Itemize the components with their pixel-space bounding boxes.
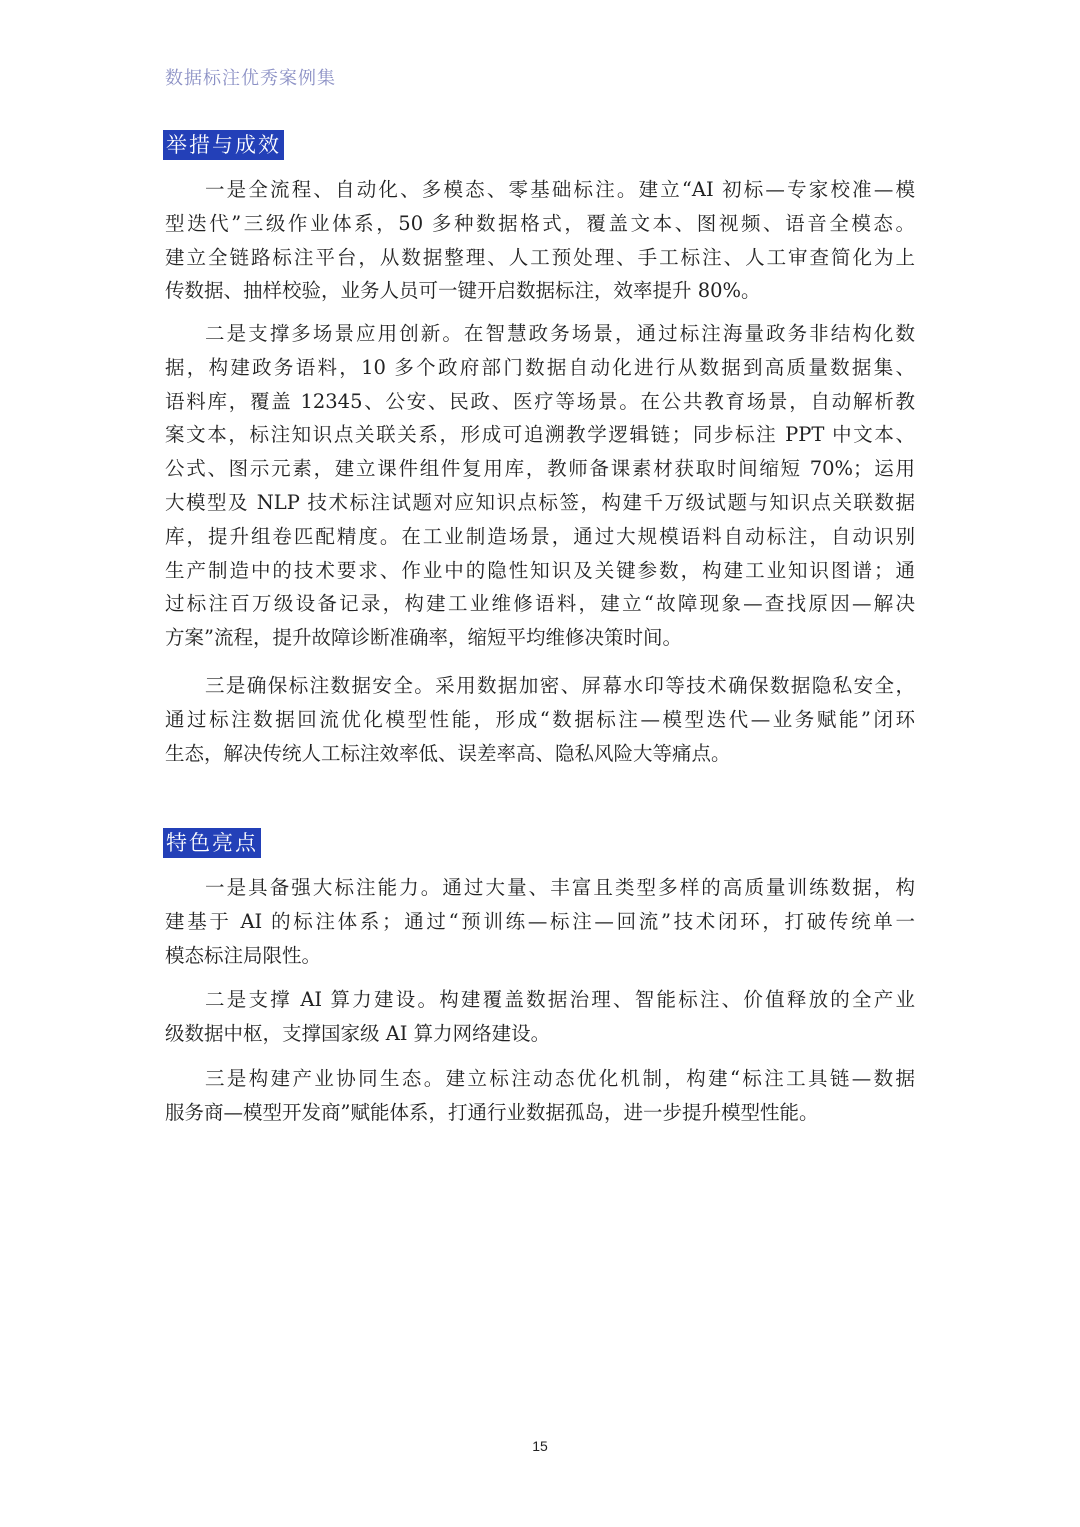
text-line: 二是支撑 AI 算力建设。构建覆盖数据治理、智能标注、价值释放的全产业 <box>205 988 915 1011</box>
text-line: 案文本，标注知识点关联关系，形成可追溯教学逻辑链；同步标注 PPT 中文本、 <box>165 423 915 447</box>
text-line: 传数据、抽样校验，业务人员可一键开启数据标注，效率提升 80%。 <box>165 279 761 303</box>
text-line: 生态，解决传统人工标注效率低、误差率高、隐私风险大等痛点。 <box>165 741 731 765</box>
text-line: 语料库，覆盖 12345、公安、民政、医疗等场景。在公共教育场景，自动解析教 <box>165 389 915 413</box>
paragraph <box>165 173 915 308</box>
text-line: 建立全链路标注平台，从数据整理、人工预处理、手工标注、人工审查简化为上 <box>165 245 915 269</box>
text-line: 方案”流程，提升故障诊断准确率，缩短平均维修决策时间。 <box>165 626 682 650</box>
text-line: 通过标注数据回流优化模型性能，形成“数据标注—模型迭代—业务赋能”闭环 <box>165 707 915 731</box>
text-line: 级数据中枢，支撑国家级 AI 算力网络建设。 <box>165 1021 551 1045</box>
text-line: 公式、图示元素，建立课件组件复用库，教师备课素材获取时间缩短 70%；运用 <box>165 457 915 481</box>
section-heading-highlights: 特色亮点 <box>163 828 261 858</box>
paragraph <box>165 1062 915 1130</box>
text-line: 建基于 AI 的标注体系；通过“预训练—标注—回流”技术闭环，打破传统单一 <box>165 909 915 933</box>
text-line: 服务商—模型开发商”赋能体系，打通行业数据孤岛，进一步提升模型性能。 <box>165 1100 819 1124</box>
paragraph <box>165 669 915 770</box>
text-line: 二是支撑多场景应用创新。在智慧政务场景，通过标注海量政务非结构化数 <box>205 322 915 345</box>
paragraph <box>165 983 915 1051</box>
text-line: 三是构建产业协同生态。建立标注动态优化机制，构建“标注工具链—数据 <box>205 1067 915 1090</box>
running-header: 数据标注优秀案例集 <box>165 68 336 89</box>
paragraph <box>165 317 915 655</box>
text-line: 一是具备强大标注能力。通过大量、丰富且类型多样的高质量训练数据，构 <box>205 876 915 899</box>
text-line: 模态标注局限性。 <box>165 943 322 967</box>
paragraph <box>165 871 915 972</box>
text-line: 三是确保标注数据安全。采用数据加密、屏幕水印等技术确保数据隐私安全， <box>205 674 915 697</box>
section-heading-measures: 举措与成效 <box>163 130 284 160</box>
text-line: 大模型及 NLP 技术标注试题对应知识点标签，构建千万级试题与知识点关联数据 <box>165 490 915 514</box>
page-number: 15 <box>532 1438 548 1454</box>
text-line: 库，提升组卷匹配精度。在工业制造场景，通过大规模语料自动标注，自动识别 <box>165 524 915 548</box>
text-line: 过标注百万级设备记录，构建工业维修语料，建立“故障现象—查找原因—解决 <box>165 592 915 616</box>
text-line: 生产制造中的技术要求、作业中的隐性知识及关键参数，构建工业知识图谱；通 <box>165 558 915 582</box>
text-line: 据，构建政务语料，10 多个政府部门数据自动化进行从数据到高质量数据集、 <box>165 355 915 379</box>
text-line: 型迭代”三级作业体系，50 多种数据格式，覆盖文本、图视频、语音全模态。 <box>165 211 915 235</box>
text-line: 一是全流程、自动化、多模态、零基础标注。建立“AI 初标—专家校准—模 <box>205 178 915 201</box>
